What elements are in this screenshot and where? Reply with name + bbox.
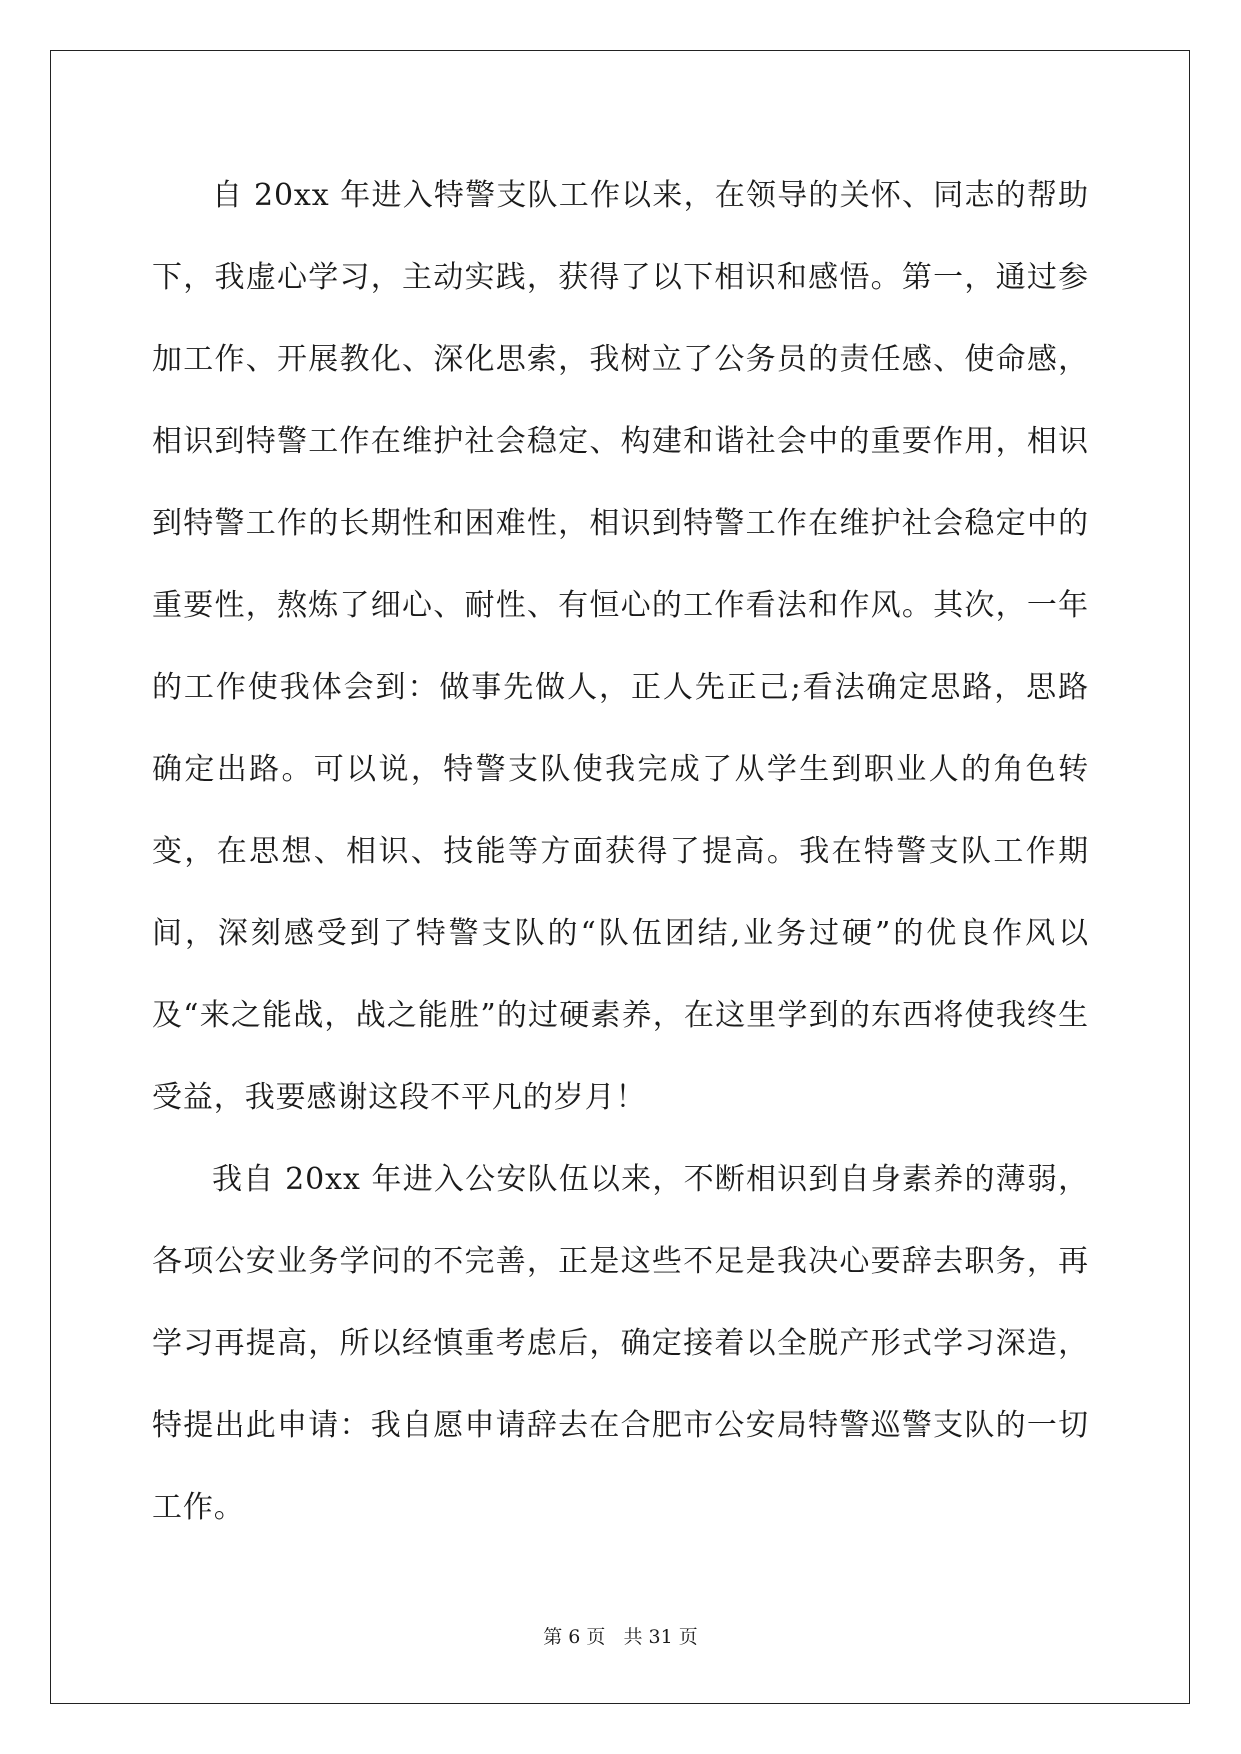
page-footer	[0, 1622, 1241, 1649]
document-body	[152, 155, 1089, 1549]
paragraph-1: 自 20xx 年进入特警支队工作以来，在领导的关怀、同志的帮助下，我虚心学习，主动实践，获得了以下相识和感悟。第一，通过参加工作、开展教化、深化思索，我树立了公务员的责任感、使命感，相识到特警工作在维护社会稳定、构建和谐社会中的重要作用，相识到特警工作的长期性和困难性，相识到特警工作在维护社会稳定中的重要性，熬炼了细心、耐性、有恒心的工作看法和作风。其次，一年的工作使我体会到：做事先做人，正人先正己;看法确定思路，思路确定出路。可以说，特警支队使我完成了从学生到职业人的角色转变，在思想、相识、技能等方面获得了提高。我在特警支队工作期间，深刻感受到了特警支队的“队伍团结,业务过硬”的优良作风以及“来之能战，战之能胜”的过硬素养，在这里学到的东西将使我终生受益，我要感谢这段不平凡的岁月！	[152, 178, 1089, 1115]
page-number: 第 6 页	[543, 1626, 606, 1648]
page-total: 共 31 页	[623, 1626, 698, 1648]
paragraph-2: 我自 20xx 年进入公安队伍以来，不断相识到自身素养的薄弱，各项公安业务学问的不完善，正是这些不足是我决心要辞去职务，再学习再提高，所以经慎重考虑后，确定接着以全脱产形式学习深造，特提出此申请：我自愿申请辞去在合肥市公安局特警巡警支队的一切工作。	[152, 1162, 1089, 1525]
footer-spacer	[605, 1626, 623, 1648]
